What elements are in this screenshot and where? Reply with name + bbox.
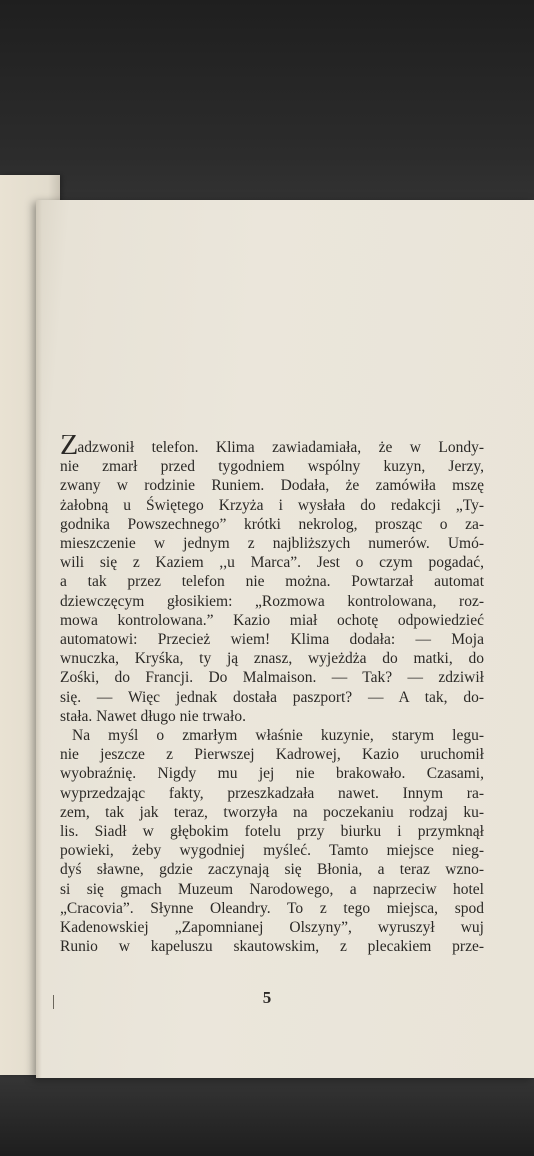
page-number: 5	[262, 988, 272, 1007]
text-line: wyprzedzając fakty, przeszkadzała nawet. Innym ra-	[60, 784, 484, 802]
text-line: zwany w rodzinie Runiem. Dodała, że zamówiła mszę	[60, 477, 484, 495]
text-line: dziewczęcym głosikiem: „Rozmowa kontrolowana, roz-	[60, 592, 484, 610]
text-line: Runio w kapeluszu skautowskim, z plecakiem prze-	[60, 938, 484, 956]
text-line: nie zmarł przed tygodniem wspólny kuzyn, Jerzy,	[60, 458, 484, 476]
page-edge-shadow	[36, 200, 42, 1078]
text-line: nie jeszcze z Pierwszej Kadrowej, Kazio uruchomił	[60, 746, 484, 764]
text-line: a tak przez telefon nie można. Powtarzał automat	[60, 573, 484, 591]
text-line: „Cracovia”. Słynne Oleandry. To z tego miejsca, spod	[60, 899, 484, 917]
body-text	[60, 435, 484, 956]
text-line: mieszczenie w jednym z najbliższych numerów. Umó-	[60, 535, 484, 553]
text-line: si się gmach Muzeum Narodowego, a naprzeciw hotel	[60, 880, 484, 898]
text-line: mowa kontrolowana.” Kazio miał ochotę odpowiedzieć	[60, 611, 484, 629]
text-line: powieki, żeby wygodniej myśleć. Tamto miejsce nieg-	[60, 842, 484, 860]
text-line: dyś sławne, gdzie zaczynają się Błonia, a teraz wzno-	[60, 861, 484, 879]
text-line: wnuczka, Kryśka, ty ją znasz, wyjeżdża do matki, do	[60, 650, 484, 668]
text-line: wili się z Kaziem ,,u Marca”. Jest o czym pogadać,	[60, 554, 484, 572]
text-line: Kadenowskiej „Zapomnianej Olszyny”, wyruszył wuj	[60, 919, 484, 937]
text-line: Na myśl o zmarłym właśnie kuzynie, starym legu-	[72, 727, 484, 745]
text-line: lis. Siadł w głębokim fotelu przy biurku i przymknął	[60, 823, 484, 841]
text-line: wyobraźnię. Nigdy mu jej nie brakowało. Czasami,	[60, 765, 484, 783]
text-line: automatowi: Przecież wiem! Klima dodała: — Moja	[60, 631, 484, 649]
text-line: Zośki, do Francji. Do Malmaison. — Tak? — zdziwił	[60, 669, 484, 687]
text-line: godnika Powszechnego” krótki nekrolog, prosząc o za-	[60, 515, 484, 533]
margin-pencil-mark	[53, 995, 54, 1009]
text-line: żałobną u Świętego Krzyża i wysłała do redakcji „Ty-	[60, 496, 484, 514]
text-line: Zadzwonił telefon. Klima zawiadamiała, że w Londy-	[60, 435, 484, 457]
drop-cap: Z	[60, 435, 78, 458]
text-line: zem, tak jak teraz, tworzyła na poczekaniu rodzaj ku-	[60, 803, 484, 821]
text-line: stała. Nawet długo nie trwało.	[60, 707, 246, 725]
text-line: się. — Więc jednak dostała paszport? — A tak, do-	[60, 688, 484, 706]
